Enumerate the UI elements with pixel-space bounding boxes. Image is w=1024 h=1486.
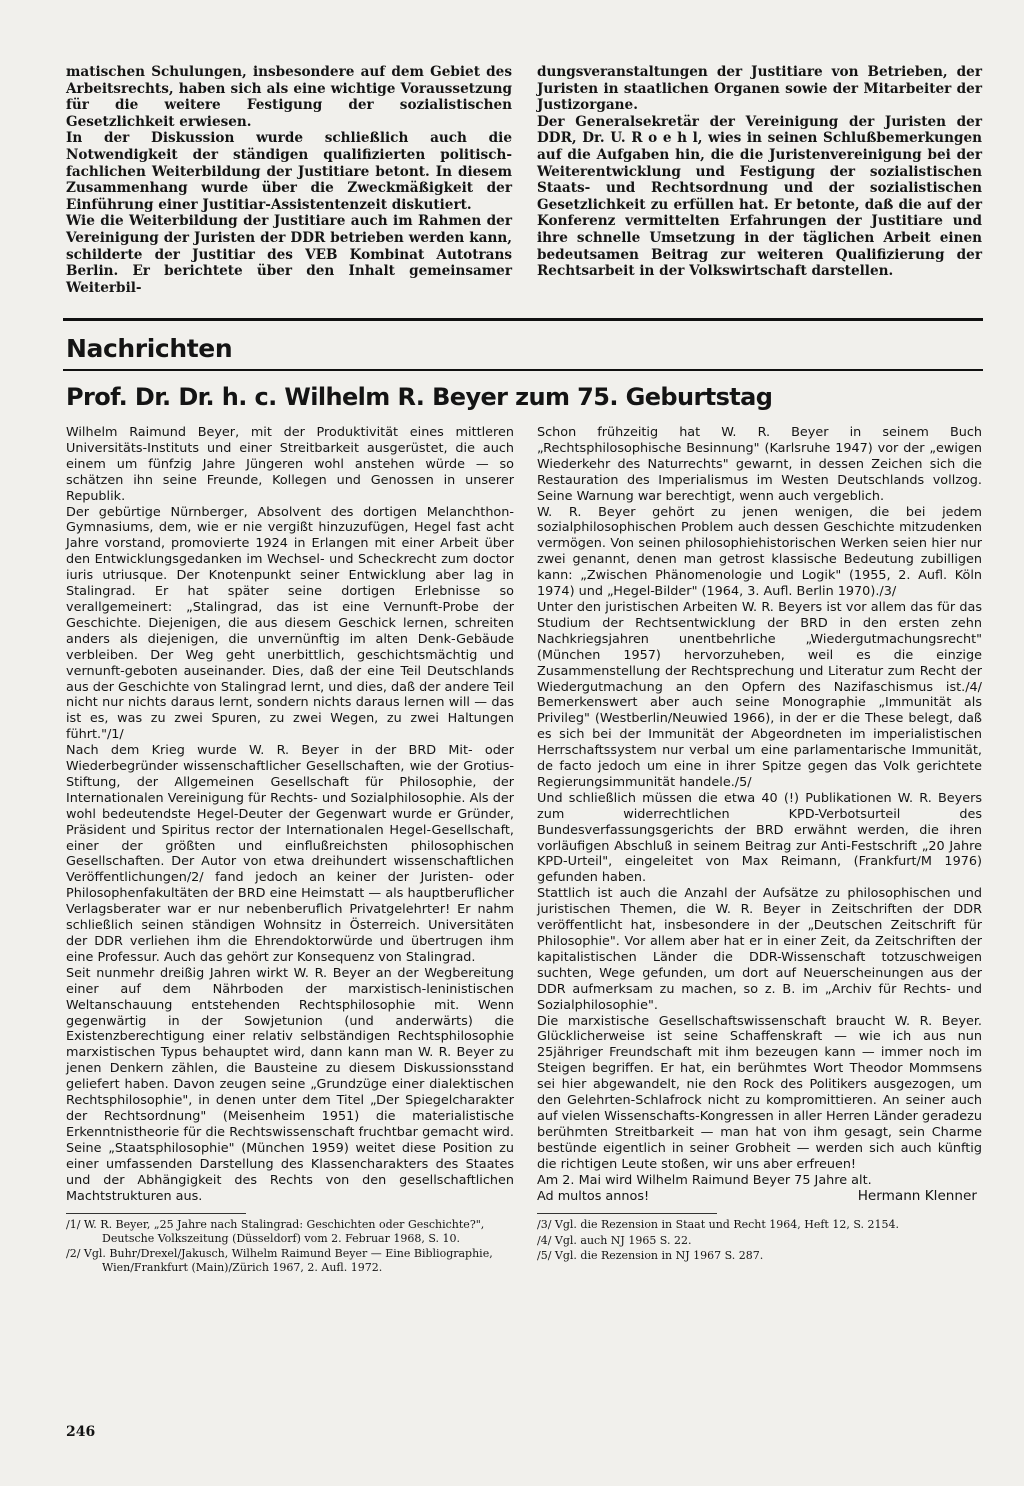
footnote-divider	[537, 1213, 717, 1214]
footnotes	[66, 1218, 514, 1274]
paragraph: Wie die Weiterbildung der Justitiare auch im Rahmen der Vereinigung der Juristen der DDR betrieben werden kann, schilderte der Justitiar des VEB Kombinat Autotrans Berlin. Er berichtete über den Inhalt gemeinsamer Weiterbil-	[66, 213, 512, 296]
paragraph: Schon frühzeitig hat W. R. Beyer in seinem Buch „Rechtsphilosophische Besinnung" (Karlsruhe 1947) vor der „ewigen Wiederkehr des Naturrechts" gewarnt, in dessen Zeichen sich die Restauration des Imperialismus im Westen Deutschlands vollzog. Seine Warnung war berechtigt, wenn auch vergeblich.	[537, 425, 982, 504]
paragraph: Ad multos annos!	[537, 1188, 650, 1204]
footnote-divider	[66, 1213, 246, 1214]
paragraph: In der Diskussion wurde schließlich auch die Notwendigkeit der ständigen qualifizierten politisch-fachlichen Weiterbildung der Justitiare betont. In diesem Zusammenhang wurde über die Zweckmäßigkeit der Einführung einer Justitiar-Assistentenzeit diskutiert.	[66, 130, 512, 213]
paragraph: Nach dem Krieg wurde W. R. Beyer in der BRD Mit- oder Wiederbegründer wissenschaftlicher Gesellschaften, wie der Grotius-Stiftung, der Allgemeinen Gesellschaft für Philosophie, der Internationalen Vereinigung für Rechts- und Sozialphilosophie. Als der wohl bedeutendste Hegel-Deuter der Gegenwart wurde er Gründer, Präsident und Spiritus rector der Internationalen Hegel-Gesellschaft, einer der größten und einflußreichsten philosophischen Gesellschaften. Der Autor von etwa dreihundert wissenschaftlichen Veröffentlichungen/2/ fand jedoch an keiner der Juristen- oder Philosophenfakultäten der BRD eine Heimstatt — als hauptberuflicher Verlagsberater war er nur nebenberuflich Privatgelehrter! Er nahm schließlich seinen ständigen Wohnsitz in Österreich. Universitäten der DDR verliehen ihm die Ehrendoktorwürde und übertrugen ihm eine Professur. Auch das gehört zur Konsequenz von Stalingrad.	[66, 743, 514, 965]
paragraph: dungsveranstaltungen der Justitiare von Betrieben, der Juristen in staatlichen Organen sowie der Mitarbeiter der Justizorgane.	[537, 64, 982, 114]
article-title: Prof. Dr. Dr. h. c. Wilhelm R. Beyer zum 75. Geburtstag	[66, 383, 773, 411]
footnotes	[537, 1218, 982, 1263]
footnote: /5/ Vgl. die Rezension in NJ 1967 S. 287.	[537, 1249, 764, 1263]
paragraph: Die marxistische Gesellschaftswissenschaft braucht W. R. Beyer. Glücklicherweise ist seine Schaffenskraft — wie ich aus nun 25jähriger Freundschaft mit ihm bezeugen kann — immer noch im Steigen begriffen. Er hat, ein berühmtes Wort Theodor Mommsens sei hier abgewandelt, nie den Rock des Politikers ausgezogen, um den Gelehrten-Schlafrock nicht zu kompromittieren. An seiner auch auf vielen Wissenschafts-Kongressen in aller Herren Länder geradezu berühmten Streitbarkeit — man hat von ihm gesagt, sein Charme bestünde eigentlich in seiner Grobheit — werden sich auch künftig die richtigen Leute stoßen, wir uns aber erfreuen!	[537, 1013, 982, 1172]
paragraph: Am 2. Mai wird Wilhelm Raimund Beyer 75 Jahre alt.	[537, 1172, 872, 1188]
section-divider	[63, 369, 983, 371]
paragraph: matischen Schulungen, insbesondere auf dem Gebiet des Arbeitsrechts, haben sich als eine wichtige Voraussetzung für die weitere Festigung der sozialistischen Gesetzlichkeit erwiesen.	[66, 64, 512, 130]
paragraph: Der gebürtige Nürnberger, Absolvent des dortigen Melanchthon-Gymnasiums, dem, wie er nie vergißt hinzuzufügen, Hegel fast acht Jahre vorstand, promovierte 1924 in Erlangen mit einer Arbeit über den Entwicklungsgedanken im Wechsel- und Scheckrecht zum doctor iuris utriusque. Der Knotenpunkt seiner Entwicklung aber lag in Stalingrad. Er hat später seine dortigen Erlebnisse so verallgemeinert: „Stalingrad, das ist eine Vernunft-Probe der Geschichte. Diejenigen, die aus diesem Geschick lernen, schreiten anders als diejenigen, die unvernünftig im alten Denk-Gebäude verbleiben. Der Weg geht unerbittlich, geschichtsmächtig und vernunft-geboten auseinander. Dies, daß der eine Teil Deutschlands aus der Geschichte von Stalingrad lernt, und dies, daß der andere Teil nicht nur nichts daraus lernt, sondern nichts daraus lernen will — das ist es, was zu zwei Spuren, zu zwei Wegen, zu zwei Haltungen führt."/1/	[66, 504, 514, 743]
author-signature: Hermann Klenner	[857, 1188, 977, 1205]
top-right-column	[537, 64, 982, 280]
section-divider	[63, 318, 983, 321]
footnote: /2/ Vgl. Buhr/Drexel/Jakusch, Wilhelm Raimund Beyer — Eine Bibliographie, Wien/Frankfurt (Main)/Zürich 1967, 2. Aufl. 1972.	[66, 1247, 493, 1274]
page-number: 246	[66, 1424, 96, 1440]
footnote: /4/ Vgl. auch NJ 1965 S. 22.	[537, 1233, 692, 1247]
paragraph: Und schließlich müssen die etwa 40 (!) Publikationen W. R. Beyers zum widerrechtlichen KPD-Verbotsurteil des Bundesverfassungsgerichts der BRD erwähnt werden, die ihren vorläufigen Abschluß in seinem Beitrag zur Anti-Festschrift „20 Jahre KPD-Urteil", eingeleitet von Max Reimann, (Frankfurt/M 1976) gefunden haben.	[537, 790, 982, 886]
paragraph: Der Generalsekretär der Vereinigung der Juristen der DDR, Dr. U. R o e h l, wies in seinen Schlußbemerkungen auf die Aufgaben hin, die die Juristenvereinigung bei der Weiterentwicklung und Festigung der sozialistischen Staats- und Rechtsordnung und der sozialistischen Gesetzlichkeit zu erfüllen hat. Er betonte, daß die auf der Konferenz vermittelten Erfahrungen der Justitiare und ihre schnelle Umsetzung in der täglichen Arbeit einen bedeutsamen Beitrag zur weiteren Qualifizierung der Rechtsarbeit in der Volkswirtschaft darstellen.	[537, 113, 982, 280]
article-left-column	[66, 425, 514, 1276]
top-left-column	[66, 64, 512, 296]
paragraph: Seit nunmehr dreißig Jahren wirkt W. R. Beyer an der Wegbereitung einer auf dem Nährboden der marxistisch-leninistischen Weltanschauung entstehenden Rechtsphilosophie mit. Wenn gegenwärtig in der Sowjetunion (und anderwärts) die Existenzberechtigung einer relativ selbständigen Rechtsphilosophie marxistischen Typus behauptet wird, dann kann man W. R. Beyer zu jenen Denkern zählen, die Bausteine zu diesem Diskussionsstand geliefert haben. Davon zeugen seine „Grundzüge einer dialektischen Rechtsphilosophie", in denen unter dem Titel „Der Spiegelcharakter der Rechtsordnung" (Meisenheim 1951) die materialistische Erkenntnistheorie für die Rechtswissenschaft fruchtbar gemacht wird. Seine „Staatsphilosophie" (München 1959) weitet diese Position zu einer umfassenden Darstellung des Klassencharakters des Staates und der Abhängigkeit des Rechts von den gesellschaftlichen Machtstrukturen aus.	[66, 965, 514, 1204]
footnote: /1/ W. R. Beyer, „25 Jahre nach Stalingrad: Geschichten oder Geschichte?", Deutsche Volkszeitung (Düsseldorf) vom 2. Februar 1968, S. 10.	[66, 1218, 485, 1245]
paragraph: Unter den juristischen Arbeiten W. R. Beyers ist vor allem das für das Studium der Rechtsentwicklung der BRD in den ersten zehn Nachkriegsjahren unentbehrliche „Wiedergutmachungsrecht" (München 1957) hervorzuheben, weil es die einzige Zusammenstellung der Rechtsprechung und Literatur zum Recht der Wiedergutmachung an den Opfern des Nazifaschismus ist./4/ Bemerkenswert aber auch seine Monographie „Immunität als Privileg" (Westberlin/Neuwied 1966), in der er die These belegt, daß es sich bei der Immunität der Abgeordneten im imperialistischen Herrschaftssystem nur verbal um eine parlamentarische Immunität, de facto jedoch um eine in ihrer Spitze gegen das Volk gerichtete Regierungsimmunität handele./5/	[537, 599, 982, 790]
article-right-column	[537, 425, 982, 1265]
paragraph: Stattlich ist auch die Anzahl der Aufsätze zu philosophischen und juristischen Themen, die W. R. Beyer in Zeitschriften der DDR veröffentlicht hat, insbesondere in der „Deutschen Zeitschrift für Philosophie". Vor allem aber hat er in einer Zeit, da Zeitschriften der kapitalistischen Länder die DDR-Wissenschaft totzuschweigen suchten, Wege gefunden, um dort auf Neuerscheinungen aus der DDR aufmerksam zu machen, so z. B. im „Archiv für Rechts- und Sozialphilosophie".	[537, 886, 982, 1013]
section-title: Nachrichten	[66, 334, 233, 363]
footnote: /3/ Vgl. die Rezension in Staat und Recht 1964, Heft 12, S. 2154.	[537, 1218, 899, 1232]
paragraph: W. R. Beyer gehört zu jenen wenigen, die bei jedem sozialphilosophischen Problem auch dessen Geschichte mitzudenken vermögen. Von seinen philosophiehistorischen Werken seien hier nur zwei genannt, denen man getrost klassische Bedeutung zubilligen kann: „Zwischen Phänomenologie und Logik" (1955, 2. Aufl. Köln 1974) und „Hegel-Bilder" (1964, 3. Aufl. Berlin 1970)./3/	[537, 504, 982, 600]
paragraph: Wilhelm Raimund Beyer, mit der Produktivität eines mittleren Universitäts-Instituts und einer Streitbarkeit ausgerüstet, die auch einem um fünfzig Jahre Jüngeren wohl anstehen würde — so schätzen ihn seine Freunde, Kollegen und Genossen in unserer Republik.	[66, 425, 514, 504]
